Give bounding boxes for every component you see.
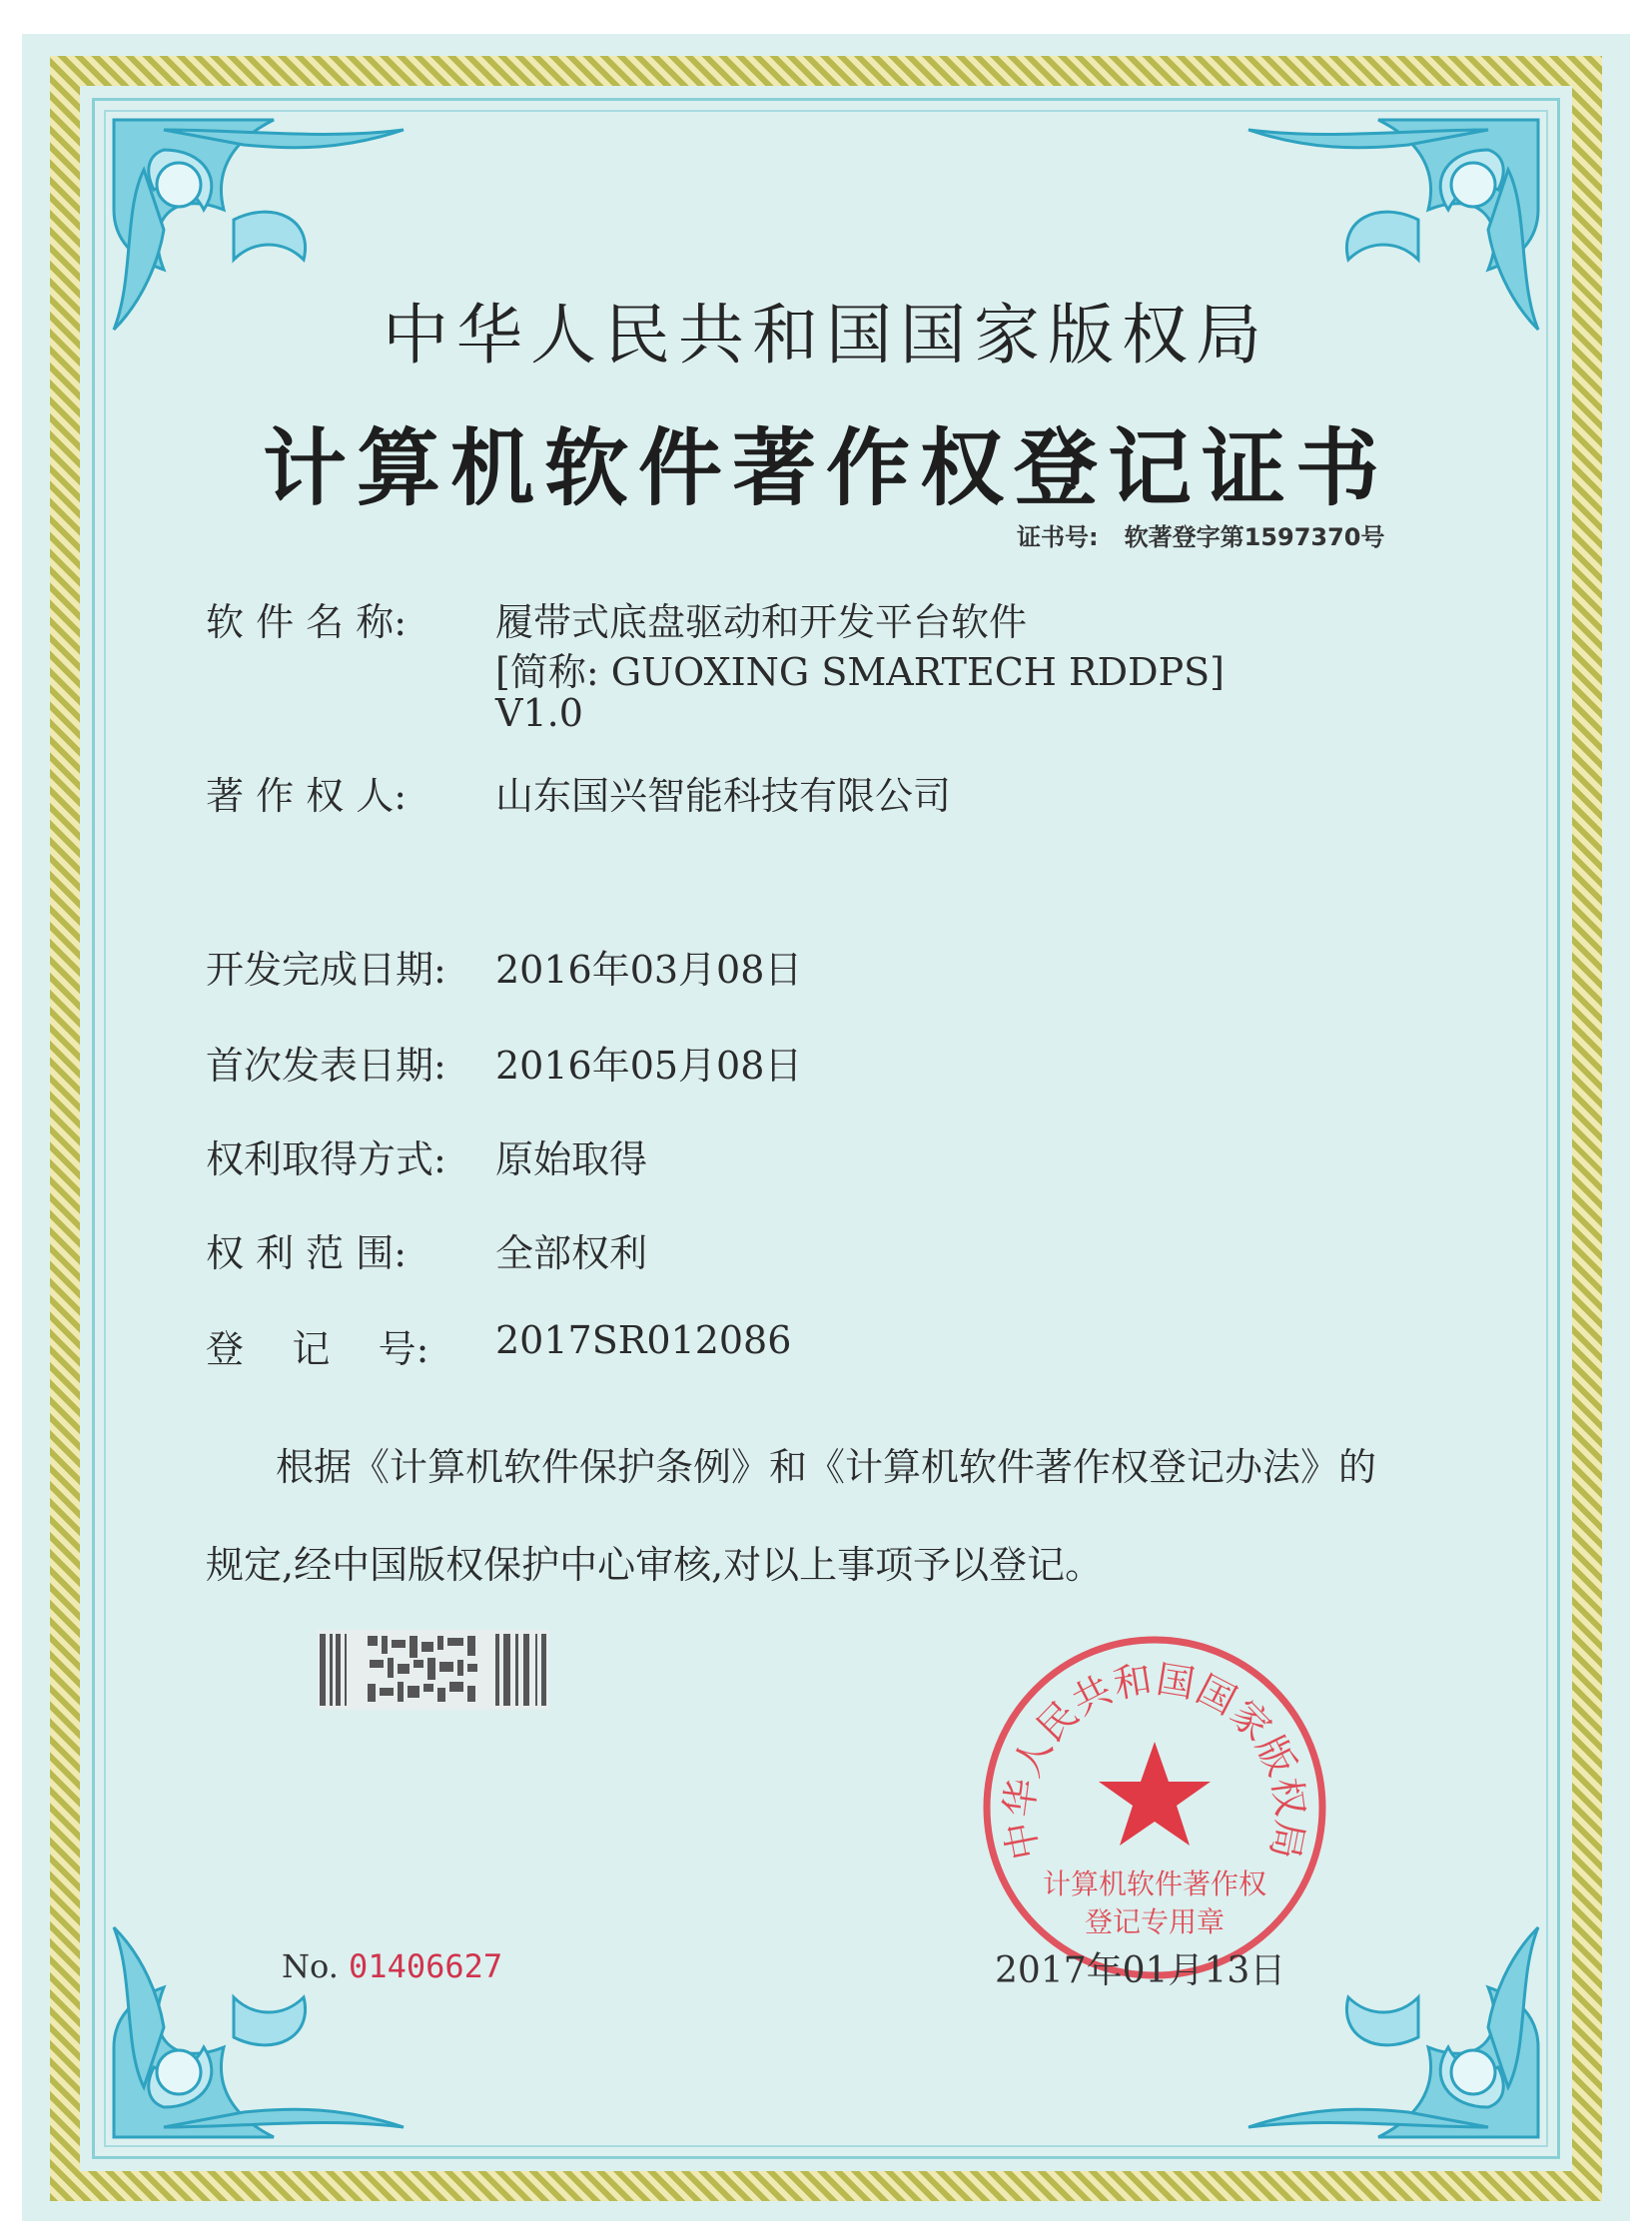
field-value: 原始取得 bbox=[495, 1137, 648, 1181]
corner-ornament-bottom-left bbox=[104, 1828, 423, 2147]
field-value: 2016年03月08日 bbox=[495, 948, 803, 992]
field-label: 软 件 名 称: bbox=[206, 600, 408, 644]
serial-number bbox=[282, 1947, 502, 1985]
issuing-authority: 中华人民共和国国家版权局 bbox=[383, 297, 1269, 373]
official-seal bbox=[979, 1632, 1330, 1983]
field-label: 首次发表日期: bbox=[206, 1044, 446, 1088]
star-icon bbox=[1099, 1742, 1211, 1846]
field-label: 权 利 范 围: bbox=[206, 1231, 408, 1275]
seal-line-1: 计算机软件著作权 bbox=[1042, 1867, 1267, 1900]
field-value-abbrev: [简称: GUOXING SMARTECH RDDPS] bbox=[495, 650, 1225, 694]
certificate-number-value: 软著登字第1597370号 bbox=[1124, 523, 1385, 551]
corner-ornament-top-right bbox=[1229, 110, 1548, 429]
seal-ring-text: 中华人民共和国国家版权局 bbox=[996, 1657, 1313, 1865]
issue-date: 2017年01月13日 bbox=[995, 1950, 1286, 1991]
seal-line-2: 登记专用章 bbox=[1084, 1905, 1226, 1938]
statement-line-1: 根据《计算机软件保护条例》和《计算机软件著作权登记办法》的 bbox=[276, 1445, 1377, 1489]
field-label: 开发完成日期: bbox=[206, 948, 446, 992]
field-value: 2016年05月08日 bbox=[495, 1044, 803, 1088]
serial-value: 01406627 bbox=[349, 1947, 503, 1985]
field-value: 2017SR012086 bbox=[495, 1318, 792, 1362]
certificate-number-label: 证书号: bbox=[1017, 523, 1099, 551]
field-label: 权利取得方式: bbox=[206, 1137, 446, 1181]
field-value-version: V1.0 bbox=[495, 691, 583, 735]
corner-ornament-top-left bbox=[104, 110, 423, 429]
barcode-icon bbox=[318, 1630, 549, 1710]
certificate-title: 计算机软件著作权登记证书 bbox=[262, 419, 1389, 517]
field-label: 登 记 号: bbox=[206, 1327, 429, 1371]
statement-line-2: 规定,经中国版权保护中心审核,对以上事项予以登记。 bbox=[206, 1543, 1104, 1587]
field-label: 著 作 权 人: bbox=[206, 774, 408, 818]
certificate-number bbox=[1017, 517, 1385, 552]
serial-label: No. bbox=[282, 1947, 339, 1985]
field-value: 山东国兴智能科技有限公司 bbox=[495, 774, 952, 818]
field-value: 全部权利 bbox=[495, 1231, 648, 1275]
field-value: 履带式底盘驱动和开发平台软件 bbox=[495, 600, 1028, 644]
